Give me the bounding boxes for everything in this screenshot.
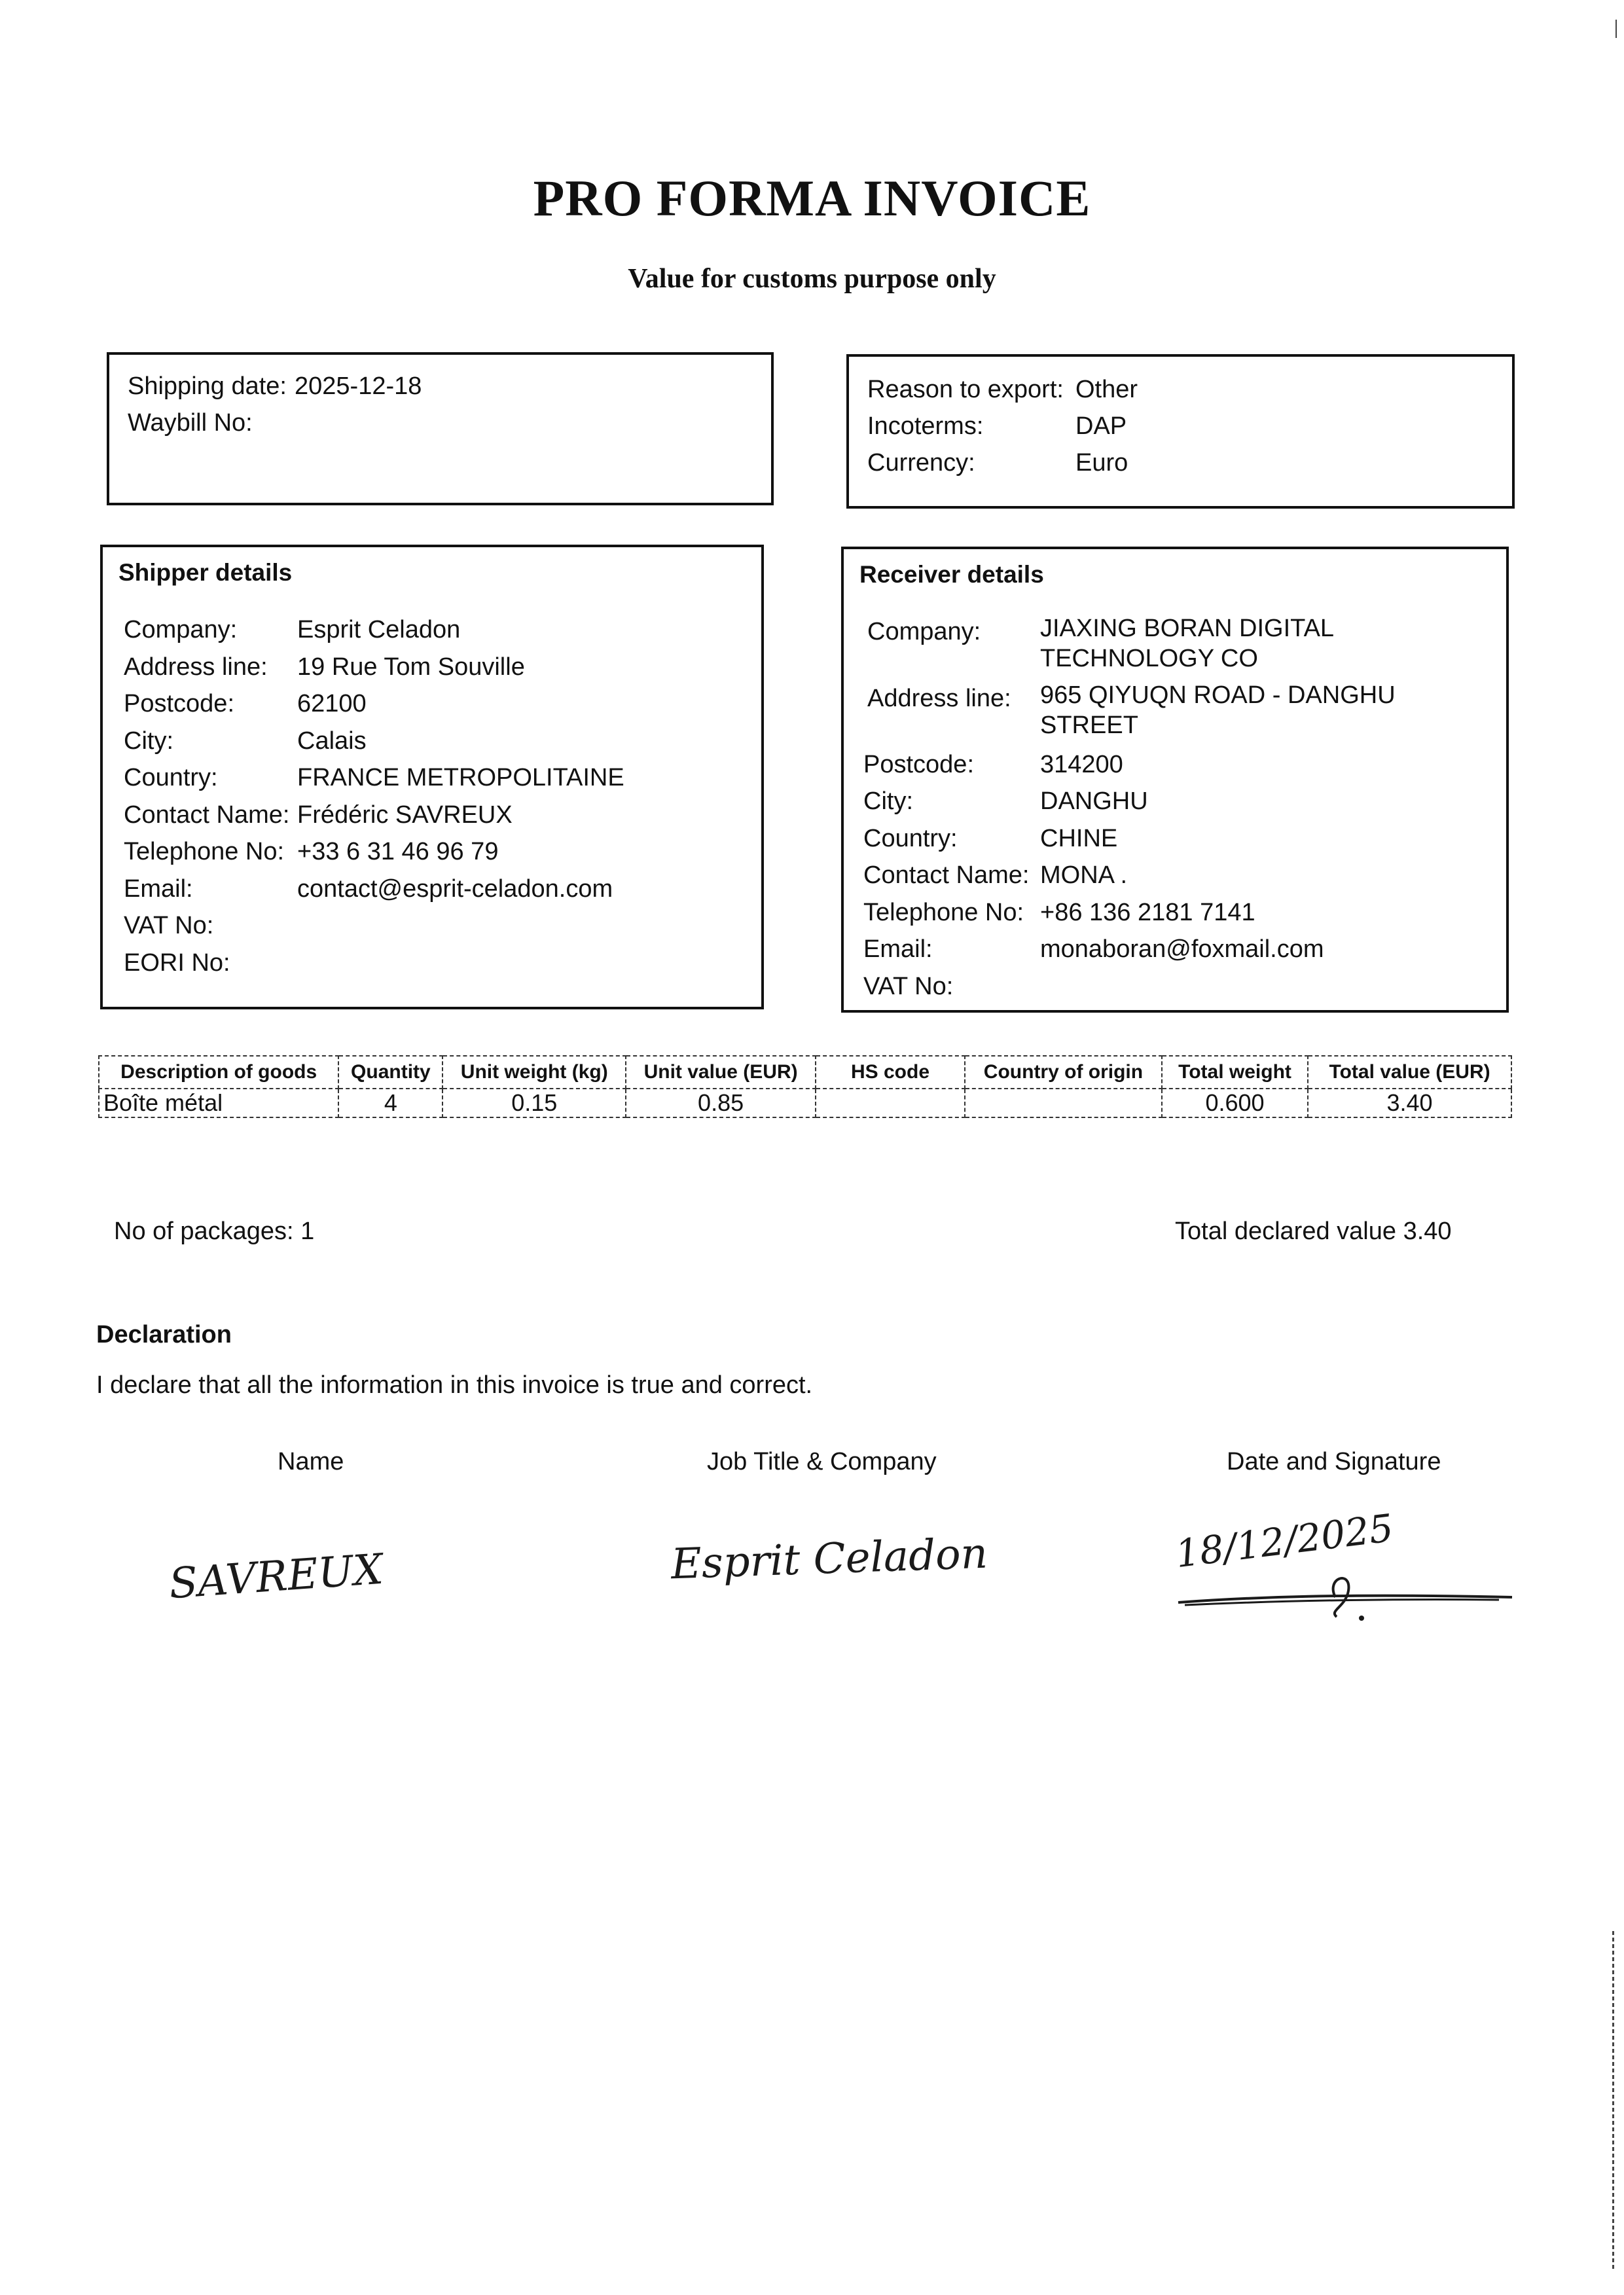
receiver-postcode-value: 314200 xyxy=(1040,751,1123,778)
shipper-postcode-value: 62100 xyxy=(297,690,367,717)
declaration-heading: Declaration xyxy=(96,1321,232,1348)
currency-label: Currency: xyxy=(867,449,975,477)
incoterms-label: Incoterms: xyxy=(867,412,984,440)
waybill-label: Waybill No: xyxy=(128,409,253,437)
incoterms-value: DAP xyxy=(1075,412,1127,440)
signature-scribble xyxy=(1172,1571,1519,1636)
receiver-postcode-label: Postcode: xyxy=(863,751,974,778)
col-country-origin: Country of origin xyxy=(965,1056,1162,1089)
cell-hs-code xyxy=(816,1089,965,1117)
reason-to-export-value: Other xyxy=(1075,376,1138,403)
receiver-vat-label: VAT No: xyxy=(863,973,954,1000)
shipper-vat-label: VAT No: xyxy=(124,912,214,939)
shipper-postcode-label: Postcode: xyxy=(124,690,234,717)
receiver-city-value: DANGHU xyxy=(1040,787,1148,815)
shipper-country-value: FRANCE METROPOLITAINE xyxy=(297,764,624,791)
goods-table-header xyxy=(99,1056,1511,1089)
shipper-eori-label: EORI No: xyxy=(124,949,230,977)
col-hs-code: HS code xyxy=(816,1056,965,1089)
declared-label: Total declared value xyxy=(1175,1218,1396,1245)
shipper-company-label: Company: xyxy=(124,616,238,643)
receiver-email-label: Email: xyxy=(863,935,933,963)
receiver-phone-value: +86 136 2181 7141 xyxy=(1040,899,1255,926)
shipping-info-box xyxy=(107,352,774,505)
receiver-city-label: City: xyxy=(863,787,913,815)
declared-value: 3.40 xyxy=(1403,1218,1452,1245)
export-info-box xyxy=(846,354,1515,509)
col-total-weight: Total weight xyxy=(1162,1056,1308,1089)
cell-quantity: 4 xyxy=(338,1089,442,1117)
receiver-company-line1: JIAXING BORAN DIGITAL xyxy=(1040,615,1335,642)
declaration-text: I declare that all the information in this invoice is true and correct. xyxy=(96,1371,813,1399)
shipper-contact-value: Frédéric SAVREUX xyxy=(297,801,513,829)
col-total-value: Total value (EUR) xyxy=(1308,1056,1511,1089)
shipper-phone-label: Telephone No: xyxy=(124,838,285,865)
cell-unit-value: 0.85 xyxy=(626,1089,816,1117)
receiver-company-line2: TECHNOLOGY CO xyxy=(1040,645,1258,672)
receiver-country-label: Country: xyxy=(863,825,958,852)
scan-edge-mark xyxy=(1612,1931,1614,2271)
shipper-address-value: 19 Rue Tom Souville xyxy=(297,653,525,681)
goods-table xyxy=(98,1055,1512,1118)
shipper-city-label: City: xyxy=(124,727,173,755)
job-title-label: Job Title & Company xyxy=(707,1448,937,1475)
shipper-details-box xyxy=(100,545,764,1009)
shipper-email-label: Email: xyxy=(124,875,193,903)
handwritten-name: SAVREUX xyxy=(167,1545,385,1609)
shipping-date-label: Shipping date: xyxy=(128,372,287,400)
col-unit-value: Unit value (EUR) xyxy=(626,1056,816,1089)
col-unit-weight: Unit weight (kg) xyxy=(442,1056,626,1089)
handwritten-date: 18/12/2025 xyxy=(1173,1505,1396,1577)
shipper-company-value: Esprit Celadon xyxy=(297,616,461,643)
shipper-city-value: Calais xyxy=(297,727,367,755)
receiver-address-label: Address line: xyxy=(867,685,1011,712)
handwritten-company: Esprit Celadon xyxy=(670,1529,988,1589)
date-signature-label: Date and Signature xyxy=(1227,1448,1441,1475)
packages-value: 1 xyxy=(300,1218,315,1245)
shipper-country-label: Country: xyxy=(124,764,218,791)
receiver-email-value: monaboran@foxmail.com xyxy=(1040,935,1324,963)
cell-unit-weight: 0.15 xyxy=(442,1089,626,1117)
cell-total-weight: 0.600 xyxy=(1162,1089,1308,1117)
currency-value: Euro xyxy=(1075,449,1128,477)
packages-label: No of packages: xyxy=(114,1218,294,1245)
receiver-contact-value: MONA . xyxy=(1040,861,1128,889)
shipper-phone-value: +33 6 31 46 96 79 xyxy=(297,838,499,865)
shipping-date-value: 2025-12-18 xyxy=(295,372,422,400)
receiver-heading: Receiver details xyxy=(859,561,1044,588)
total-declared xyxy=(1175,1213,1452,1250)
document-title: PRO FORMA INVOICE xyxy=(533,170,1091,226)
packages-count xyxy=(114,1213,314,1250)
cell-country-origin xyxy=(965,1089,1162,1117)
receiver-contact-label: Contact Name: xyxy=(863,861,1030,889)
col-description: Description of goods xyxy=(99,1056,338,1089)
scan-edge-mark xyxy=(1615,20,1617,38)
receiver-phone-label: Telephone No: xyxy=(863,899,1024,926)
receiver-address-line2: STREET xyxy=(1040,712,1138,739)
document-subtitle: Value for customs purpose only xyxy=(628,264,996,294)
name-label: Name xyxy=(278,1448,344,1475)
receiver-address-line1: 965 QIYUQN ROAD - DANGHU xyxy=(1040,681,1396,709)
cell-total-value: 3.40 xyxy=(1308,1089,1511,1117)
receiver-details-box xyxy=(841,547,1509,1013)
table-row xyxy=(99,1089,1511,1117)
shipper-heading: Shipper details xyxy=(118,559,293,586)
shipper-address-label: Address line: xyxy=(124,653,268,681)
col-quantity: Quantity xyxy=(338,1056,442,1089)
receiver-country-value: CHINE xyxy=(1040,825,1118,852)
receiver-company-label: Company: xyxy=(867,618,981,645)
reason-to-export-label: Reason to export: xyxy=(867,376,1064,403)
cell-description: Boîte métal xyxy=(99,1089,338,1117)
shipper-email-value: contact@esprit-celadon.com xyxy=(297,875,613,903)
shipper-contact-label: Contact Name: xyxy=(124,801,290,829)
